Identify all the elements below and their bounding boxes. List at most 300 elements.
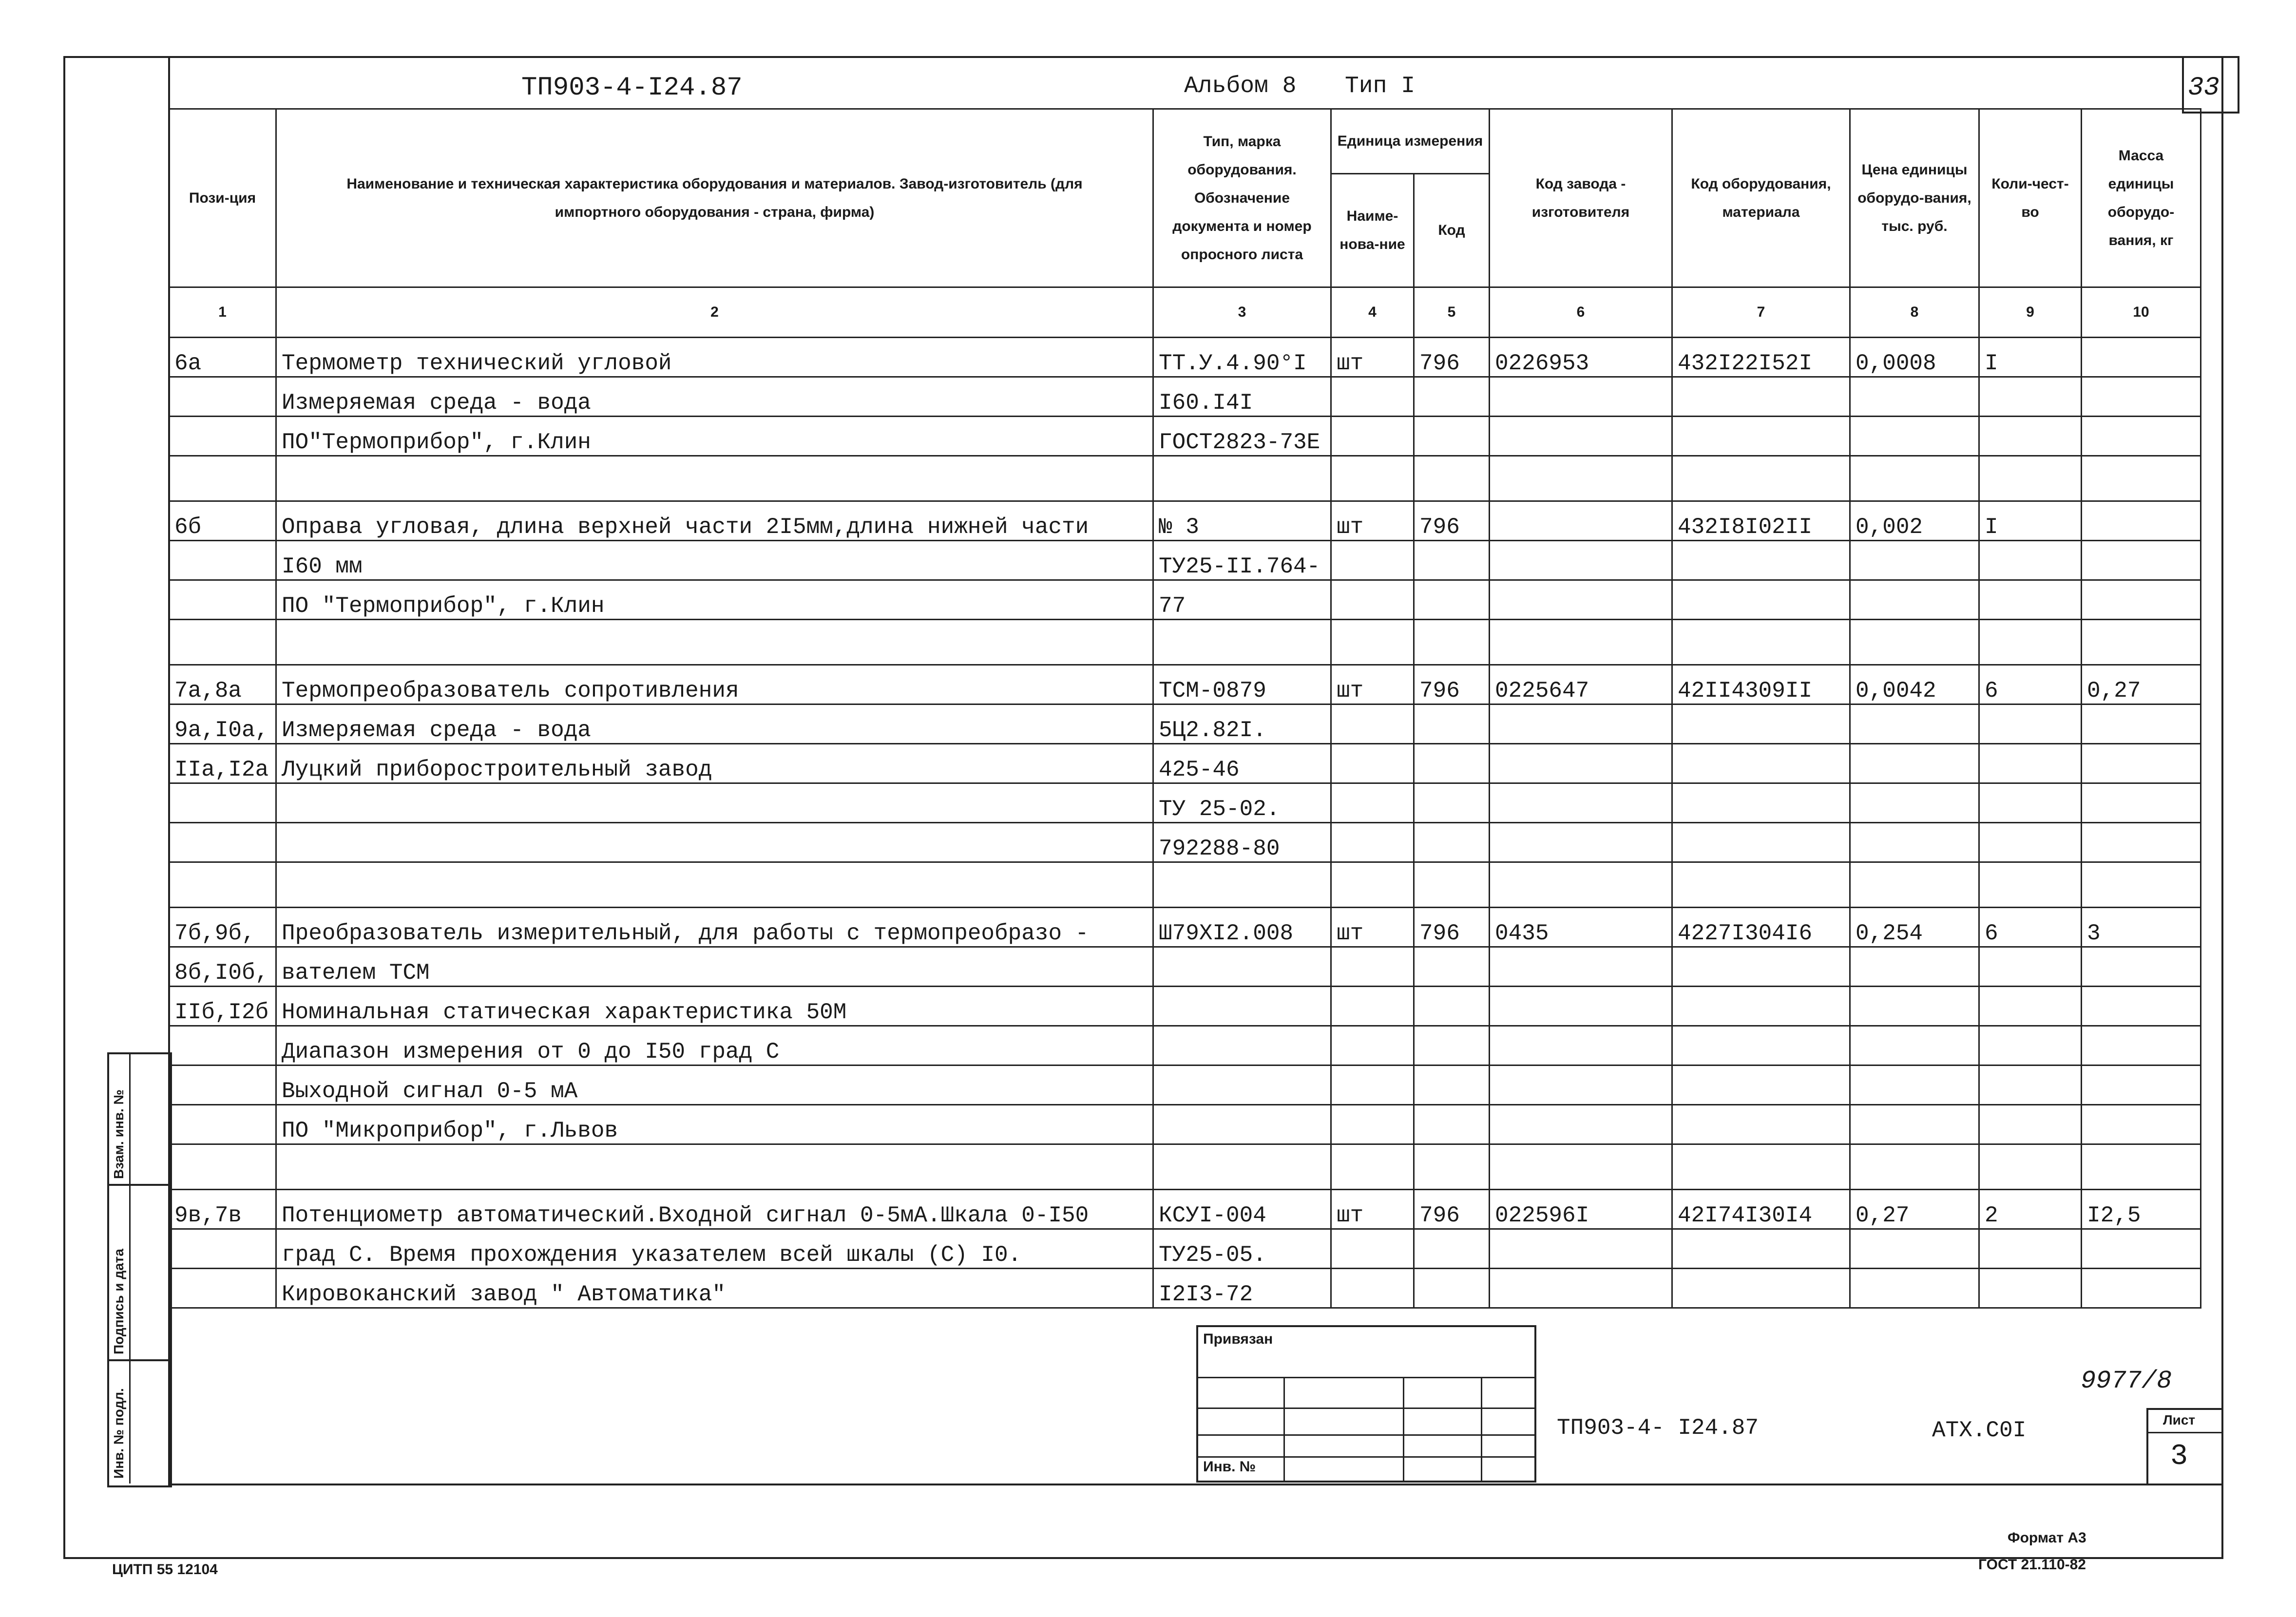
unit-cell <box>1331 1229 1414 1269</box>
footer-format: Формат А3 <box>2008 1530 2086 1546</box>
pos-cell <box>169 580 276 620</box>
name-cell: вателем ТСМ <box>276 947 1153 987</box>
price-cell: 0,0042 <box>1850 665 1979 704</box>
qty-cell <box>1979 417 2082 456</box>
qty-cell: 2 <box>1979 1190 2082 1229</box>
price-cell <box>1850 620 1979 665</box>
side-label-signature: Подпись и дата <box>111 1249 126 1354</box>
unit-cell <box>1331 620 1414 665</box>
col-number: 7 <box>1672 287 1850 338</box>
type-cell: № 3 <box>1153 501 1331 541</box>
pos-cell: 8б,I0б, <box>169 947 276 987</box>
unit-cell <box>1331 744 1414 783</box>
unit-cell <box>1331 456 1414 501</box>
qty-cell <box>1979 377 2082 417</box>
equip-code-cell: 42II4309II <box>1672 665 1850 704</box>
qty-cell <box>1979 1105 2082 1144</box>
table-row <box>169 744 2201 783</box>
pos-cell <box>169 823 276 862</box>
mass-cell <box>2082 541 2201 580</box>
qty-cell <box>1979 620 2082 665</box>
mass-cell <box>2082 580 2201 620</box>
mass-cell <box>2082 947 2201 987</box>
pos-cell <box>169 1105 276 1144</box>
stamp-sheet-label: Лист <box>2163 1412 2196 1427</box>
plant-code-cell <box>1490 744 1672 783</box>
col-number: 4 <box>1331 287 1414 338</box>
footer-cipher: ЦИТП 55 12104 <box>112 1561 218 1578</box>
side-divider <box>107 1184 168 1186</box>
unit-code-cell <box>1414 783 1490 823</box>
plant-code-cell <box>1490 377 1672 417</box>
unit-cell: шт <box>1331 1190 1414 1229</box>
pos-cell <box>169 1229 276 1269</box>
pos-cell <box>169 1065 276 1105</box>
header-album: Альбом 8 <box>1184 73 1297 99</box>
table-row <box>169 1105 2201 1144</box>
mass-cell <box>2082 338 2201 377</box>
header-doc-code: ТП903-4-I24.87 <box>521 73 743 103</box>
type-cell: ГОСТ2823-73Е <box>1153 417 1331 456</box>
plant-code-cell <box>1490 541 1672 580</box>
qty-cell: I <box>1979 501 2082 541</box>
table-row <box>169 377 2201 417</box>
table-row <box>169 665 2201 704</box>
unit-code-cell: 796 <box>1414 908 1490 947</box>
unit-cell <box>1331 1026 1414 1065</box>
stamp-bound-label: Привязан <box>1203 1331 1273 1347</box>
equip-code-cell <box>1672 620 1850 665</box>
table-row <box>169 501 2201 541</box>
col-equip-code-header: Код оборудования, материала <box>1672 109 1850 287</box>
mass-cell <box>2082 1144 2201 1190</box>
equip-code-cell <box>1672 1229 1850 1269</box>
mass-cell: 0,27 <box>2082 665 2201 704</box>
name-cell <box>276 620 1153 665</box>
type-cell: 5Ц2.82I. <box>1153 704 1331 744</box>
name-cell: Термопреобразователь сопротивления <box>276 665 1153 704</box>
plant-code-cell <box>1490 1269 1672 1308</box>
mass-cell <box>2082 417 2201 456</box>
name-cell: Термометр технический угловой <box>276 338 1153 377</box>
pos-cell <box>169 541 276 580</box>
name-cell <box>276 456 1153 501</box>
table-row <box>169 823 2201 862</box>
price-cell <box>1850 377 1979 417</box>
stamp-sheet-box <box>2146 1408 2221 1485</box>
qty-cell <box>1979 783 2082 823</box>
table-row <box>169 704 2201 744</box>
pos-cell <box>169 377 276 417</box>
mass-cell <box>2082 783 2201 823</box>
unit-cell <box>1331 1144 1414 1190</box>
plant-code-cell <box>1490 1065 1672 1105</box>
pos-cell <box>169 862 276 908</box>
unit-code-cell <box>1414 744 1490 783</box>
stamp-line <box>1198 1434 1534 1436</box>
table-row <box>169 1229 2201 1269</box>
qty-cell <box>1979 862 2082 908</box>
unit-code-cell: 796 <box>1414 665 1490 704</box>
qty-cell <box>1979 744 2082 783</box>
side-divider <box>107 1359 168 1361</box>
pos-cell <box>169 783 276 823</box>
footer-gost: ГОСТ 21.110-82 <box>1978 1557 2086 1573</box>
qty-cell: 6 <box>1979 665 2082 704</box>
col-number: 1 <box>169 287 276 338</box>
col-number: 6 <box>1490 287 1672 338</box>
price-cell <box>1850 947 1979 987</box>
name-cell: Оправа угловая, длина верхней части 2I5мм,длина нижней части <box>276 501 1153 541</box>
price-cell: 0,254 <box>1850 908 1979 947</box>
type-cell: I60.I4I <box>1153 377 1331 417</box>
price-cell <box>1850 1229 1979 1269</box>
name-cell: Луцкий приборостроительный завод <box>276 744 1153 783</box>
qty-cell <box>1979 1065 2082 1105</box>
table-row <box>169 580 2201 620</box>
name-cell: град С. Время прохождения указателем всей шкалы (С) I0. <box>276 1229 1153 1269</box>
type-cell: I2I3-72 <box>1153 1269 1331 1308</box>
pos-cell: 6а <box>169 338 276 377</box>
price-cell <box>1850 1065 1979 1105</box>
type-cell <box>1153 987 1331 1026</box>
plant-code-cell <box>1490 1144 1672 1190</box>
plant-code-cell <box>1490 1229 1672 1269</box>
unit-code-cell <box>1414 862 1490 908</box>
pos-cell <box>169 620 276 665</box>
price-cell: 0,27 <box>1850 1190 1979 1229</box>
unit-cell <box>1331 783 1414 823</box>
equip-code-cell: 4227I304I6 <box>1672 908 1850 947</box>
type-cell <box>1153 620 1331 665</box>
stamp-mark: АТХ.С0I <box>1932 1418 2027 1443</box>
equip-code-cell: 432I8I02II <box>1672 501 1850 541</box>
pos-cell: 9а,I0а, <box>169 704 276 744</box>
pos-cell <box>169 456 276 501</box>
mass-cell <box>2082 744 2201 783</box>
table-row <box>169 1269 2201 1308</box>
type-cell: Ш79ХI2.008 <box>1153 908 1331 947</box>
unit-code-cell <box>1414 823 1490 862</box>
pos-cell <box>169 1144 276 1190</box>
col-type-header: Тип, марка оборудования. Обозначение документа и номер опросного листа <box>1153 109 1331 287</box>
plant-code-cell: 022596I <box>1490 1190 1672 1229</box>
type-cell: 792288-80 <box>1153 823 1331 862</box>
pos-cell <box>169 417 276 456</box>
plant-code-cell: 0226953 <box>1490 338 1672 377</box>
stamp-inv-label: Инв. № <box>1203 1459 1256 1475</box>
type-cell: КСУI-004 <box>1153 1190 1331 1229</box>
name-cell: Измеряемая среда - вода <box>276 377 1153 417</box>
name-cell <box>276 783 1153 823</box>
price-cell <box>1850 541 1979 580</box>
table-row <box>169 620 2201 665</box>
mass-cell <box>2082 823 2201 862</box>
type-cell: 425-46 <box>1153 744 1331 783</box>
name-cell: Преобразователь измерительный, для работы с термопреобразо - <box>276 908 1153 947</box>
pos-cell: 7а,8а <box>169 665 276 704</box>
type-cell <box>1153 1026 1331 1065</box>
plant-code-cell: 0225647 <box>1490 665 1672 704</box>
plant-code-cell <box>1490 456 1672 501</box>
type-cell <box>1153 1065 1331 1105</box>
mass-cell <box>2082 1105 2201 1144</box>
mass-cell <box>2082 1269 2201 1308</box>
table-row <box>169 1026 2201 1065</box>
equip-code-cell <box>1672 744 1850 783</box>
equip-code-cell <box>1672 783 1850 823</box>
price-cell <box>1850 417 1979 456</box>
equip-code-cell <box>1672 377 1850 417</box>
unit-cell: шт <box>1331 501 1414 541</box>
equip-code-cell <box>1672 1105 1850 1144</box>
price-cell: 0,0008 <box>1850 338 1979 377</box>
name-cell <box>276 823 1153 862</box>
mass-cell <box>2082 987 2201 1026</box>
pos-cell <box>169 1269 276 1308</box>
equip-code-cell <box>1672 417 1850 456</box>
col-unit-code-header: Код <box>1414 174 1490 287</box>
name-cell: ПО"Термоприбор", г.Клин <box>276 417 1153 456</box>
equip-code-cell <box>1672 1269 1850 1308</box>
type-cell <box>1153 1144 1331 1190</box>
header-type: Тип I <box>1345 73 1416 99</box>
stamp-line <box>1198 1456 1534 1458</box>
qty-cell <box>1979 1269 2082 1308</box>
type-cell: ТТ.У.4.90°I <box>1153 338 1331 377</box>
plant-code-cell <box>1490 862 1672 908</box>
table-row <box>169 1144 2201 1190</box>
table-row <box>169 417 2201 456</box>
equip-code-cell <box>1672 541 1850 580</box>
name-cell: ПО "Термоприбор", г.Клин <box>276 580 1153 620</box>
name-cell: Потенциометр автоматический.Входной сигнал 0-5мА.Шкала 0-I50 <box>276 1190 1153 1229</box>
stamp-vline <box>1481 1377 1482 1481</box>
col-name-header: Наименование и техническая характеристика оборудования и материалов. Завод-изготовитель (для импортного оборудования - страна, фирма) <box>276 109 1153 287</box>
table-row <box>169 783 2201 823</box>
equip-code-cell: 42I74I30I4 <box>1672 1190 1850 1229</box>
unit-cell <box>1331 987 1414 1026</box>
type-cell: ТУ 25-02. <box>1153 783 1331 823</box>
col-qty-header: Коли-чест-во <box>1979 109 2082 287</box>
unit-code-cell <box>1414 1229 1490 1269</box>
table-row <box>169 908 2201 947</box>
col-unit-header: Единица измерения <box>1331 109 1490 174</box>
stamp-vline <box>1283 1377 1285 1481</box>
plant-code-cell <box>1490 620 1672 665</box>
col-pos-header: Пози-ция <box>169 109 276 287</box>
price-cell <box>1850 580 1979 620</box>
mass-cell <box>2082 501 2201 541</box>
price-cell <box>1850 823 1979 862</box>
unit-code-cell <box>1414 1026 1490 1065</box>
col-number: 8 <box>1850 287 1979 338</box>
unit-code-cell <box>1414 987 1490 1026</box>
type-cell: 77 <box>1153 580 1331 620</box>
unit-code-cell <box>1414 1269 1490 1308</box>
qty-cell <box>1979 1026 2082 1065</box>
qty-cell: 6 <box>1979 908 2082 947</box>
table-header-row <box>169 109 2201 174</box>
qty-cell: I <box>1979 338 2082 377</box>
stamp-vline <box>1403 1377 1404 1481</box>
stamp-line <box>1198 1377 1534 1378</box>
plant-code-cell <box>1490 783 1672 823</box>
qty-cell <box>1979 704 2082 744</box>
price-cell <box>1850 1026 1979 1065</box>
pos-cell: 6б <box>169 501 276 541</box>
price-cell <box>1850 1269 1979 1308</box>
unit-code-cell: 796 <box>1414 501 1490 541</box>
plant-code-cell <box>1490 580 1672 620</box>
col-unit-name-header: Наиме-нова-ние <box>1331 174 1414 287</box>
side-label-inv-orig: Инв. № подл. <box>111 1388 126 1479</box>
side-label-replaced: Взам. инв. № <box>111 1089 126 1179</box>
mass-cell <box>2082 1229 2201 1269</box>
unit-code-cell <box>1414 1065 1490 1105</box>
name-cell: Номинальная статическая характеристика 50М <box>276 987 1153 1026</box>
unit-code-cell <box>1414 620 1490 665</box>
pos-cell: IIа,I2а <box>169 744 276 783</box>
mass-cell: I2,5 <box>2082 1190 2201 1229</box>
name-cell: ПО "Микроприбор", г.Львов <box>276 1105 1153 1144</box>
unit-code-cell <box>1414 1105 1490 1144</box>
equip-code-cell <box>1672 704 1850 744</box>
unit-code-cell: 796 <box>1414 338 1490 377</box>
pos-cell <box>169 1026 276 1065</box>
plant-code-cell <box>1490 501 1672 541</box>
qty-cell <box>1979 823 2082 862</box>
type-cell <box>1153 1105 1331 1144</box>
mass-cell <box>2082 377 2201 417</box>
unit-cell <box>1331 580 1414 620</box>
unit-cell <box>1331 1269 1414 1308</box>
unit-cell <box>1331 862 1414 908</box>
qty-cell <box>1979 1229 2082 1269</box>
plant-code-cell <box>1490 1026 1672 1065</box>
name-cell: Диапазон измерения от 0 до I50 град С <box>276 1026 1153 1065</box>
plant-code-cell <box>1490 987 1672 1026</box>
price-cell: 0,002 <box>1850 501 1979 541</box>
mass-cell <box>2082 862 2201 908</box>
top-sheet-number: 33 <box>2188 73 2219 103</box>
name-cell <box>276 862 1153 908</box>
equip-code-cell <box>1672 862 1850 908</box>
pos-cell: 9в,7в <box>169 1190 276 1229</box>
plant-code-cell <box>1490 1105 1672 1144</box>
col-number: 10 <box>2082 287 2201 338</box>
unit-code-cell <box>1414 456 1490 501</box>
col-plant-code-header: Код завода - изготовителя <box>1490 109 1672 287</box>
mass-cell <box>2082 620 2201 665</box>
qty-cell <box>1979 987 2082 1026</box>
equip-code-cell <box>1672 1065 1850 1105</box>
table-row <box>169 1190 2201 1229</box>
side-inner-divider <box>129 1052 131 1484</box>
unit-code-cell <box>1414 417 1490 456</box>
unit-code-cell <box>1414 541 1490 580</box>
spec-table <box>168 108 2201 1309</box>
equip-code-cell <box>1672 1144 1850 1190</box>
price-cell <box>1850 987 1979 1026</box>
unit-code-cell <box>1414 947 1490 987</box>
column-number-row <box>169 287 2201 338</box>
type-cell: ТСМ-0879 <box>1153 665 1331 704</box>
pos-cell: IIб,I2б <box>169 987 276 1026</box>
unit-cell <box>1331 1105 1414 1144</box>
col-price-header: Цена единицы оборудо-вания, тыс. руб. <box>1850 109 1979 287</box>
price-cell <box>1850 783 1979 823</box>
equip-code-cell <box>1672 823 1850 862</box>
qty-cell <box>1979 541 2082 580</box>
unit-cell: шт <box>1331 665 1414 704</box>
table-row <box>169 456 2201 501</box>
unit-code-cell <box>1414 580 1490 620</box>
qty-cell <box>1979 580 2082 620</box>
plant-code-cell <box>1490 417 1672 456</box>
plant-code-cell: 0435 <box>1490 908 1672 947</box>
unit-cell <box>1331 377 1414 417</box>
price-cell <box>1850 1105 1979 1144</box>
plant-code-cell <box>1490 704 1672 744</box>
unit-cell <box>1331 823 1414 862</box>
col-number: 2 <box>276 287 1153 338</box>
unit-code-cell <box>1414 377 1490 417</box>
unit-cell <box>1331 704 1414 744</box>
plant-code-cell <box>1490 823 1672 862</box>
unit-cell: шт <box>1331 338 1414 377</box>
stamp-bound-block <box>1196 1325 1536 1483</box>
name-cell <box>276 1144 1153 1190</box>
unit-cell <box>1331 947 1414 987</box>
mass-cell <box>2082 456 2201 501</box>
name-cell: Кировоканский завод " Автоматика" <box>276 1269 1153 1308</box>
type-cell <box>1153 947 1331 987</box>
equip-code-cell <box>1672 987 1850 1026</box>
equip-code-cell <box>1672 947 1850 987</box>
equip-code-cell: 432I22I52I <box>1672 338 1850 377</box>
price-cell <box>1850 456 1979 501</box>
stamp-doc-code: ТП903-4- I24.87 <box>1557 1415 1759 1441</box>
table-row <box>169 987 2201 1026</box>
table-row <box>169 541 2201 580</box>
mass-cell <box>2082 1026 2201 1065</box>
qty-cell <box>1979 1144 2082 1190</box>
col-number: 9 <box>1979 287 2082 338</box>
mass-cell: 3 <box>2082 908 2201 947</box>
pos-cell: 7б,9б, <box>169 908 276 947</box>
unit-cell <box>1331 417 1414 456</box>
price-cell <box>1850 1144 1979 1190</box>
plant-code-cell <box>1490 947 1672 987</box>
type-cell <box>1153 456 1331 501</box>
name-cell: I60 мм <box>276 541 1153 580</box>
equip-code-cell <box>1672 1026 1850 1065</box>
stamp-handwritten-number: 9977/8 <box>2081 1367 2172 1395</box>
table-row <box>169 862 2201 908</box>
mass-cell <box>2082 1065 2201 1105</box>
price-cell <box>1850 744 1979 783</box>
stamp-line <box>2148 1432 2221 1433</box>
type-cell <box>1153 862 1331 908</box>
qty-cell <box>1979 947 2082 987</box>
unit-cell: шт <box>1331 908 1414 947</box>
name-cell: Измеряемая среда - вода <box>276 704 1153 744</box>
unit-cell <box>1331 1065 1414 1105</box>
qty-cell <box>1979 456 2082 501</box>
stamp-line <box>1198 1408 1534 1409</box>
table-row <box>169 947 2201 987</box>
